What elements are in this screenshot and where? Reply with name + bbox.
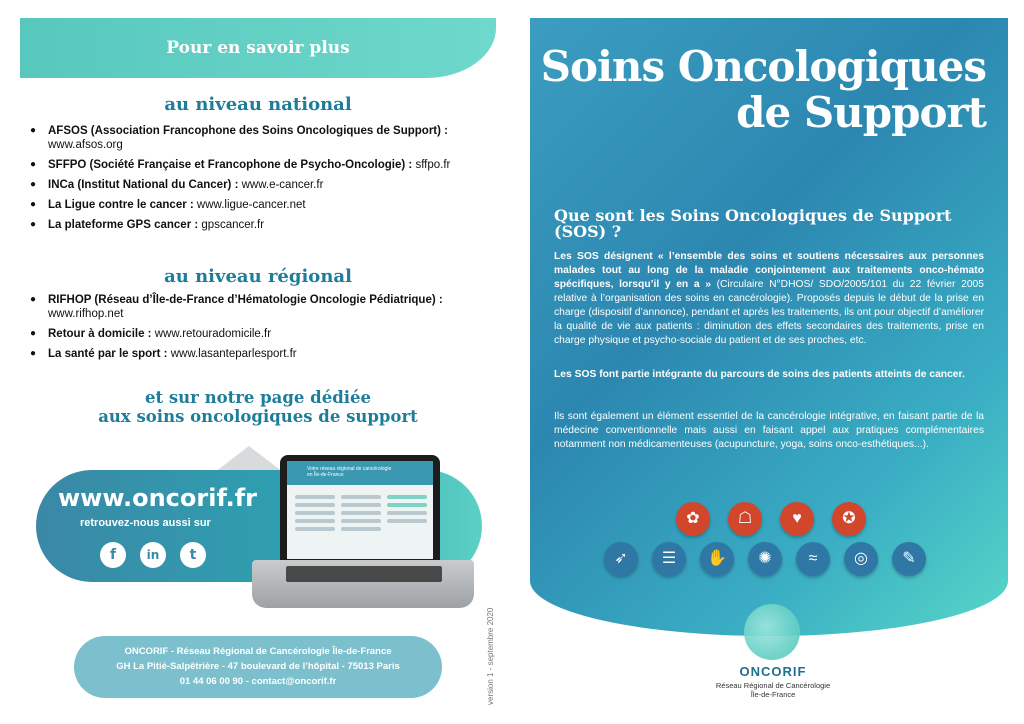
dedicated-line-1: et sur notre page dédiée [145,388,371,407]
social-support-icon: ☖ [728,502,762,536]
main-title-line-2: de Support [736,88,986,137]
link-list-item [28,347,488,361]
main-title-line-1: Soins Oncologiques [540,42,986,91]
sos-integrative-paragraph: Ils sont également un élément essentiel de la cancérologie intégrative, en faisant partie de la médecine conventionnelle mais aussi en faisant appel aux pratiques complémentaires notamment non médicamenteuses (acupuncture, yoga, soins onco-esthétiques...). [554,411,984,450]
laptop-keyboard [286,566,442,582]
regional-links-list [28,293,488,367]
resource-url[interactable]: sffpo.fr [412,159,451,171]
hands-care-icon: ✋ [700,542,734,576]
regional-section-title: au niveau régional [164,266,352,287]
version-label: version 1 - septembre 2020 [486,607,495,705]
social-tagline: retrouvez-nous aussi sur [80,517,211,529]
resource-name: La santé par le sport : [48,348,168,360]
oncorif-logo-mark [744,604,800,660]
left-header-banner [20,18,496,78]
care-network-icon: ✪ [832,502,866,536]
acupuncture-icon: ✎ [892,542,926,576]
resource-name: INCa (Institut National du Cancer) : [48,179,239,191]
resource-url[interactable]: www.ligue-cancer.net [193,199,306,211]
logo-subtitle-line-1: Réseau Régional de Cancérologie [715,681,831,690]
hypnosis-icon: ◎ [844,542,878,576]
linkedin-icon[interactable]: in [140,542,166,568]
website-link[interactable]: www.oncorif.fr [58,484,257,512]
dietary-advice-icon: ☰ [652,542,686,576]
link-list-item [28,158,488,172]
sos-definition-detail: (Circulaire N°DHOS/ SDO/2005/101 du 22 février 2005 relative à l’organisation des soins en cancérologie). Proposés depuis le début de la prise en charge (dispositif d’annonce), pendant et après les traitements, ils ont pour objectif d’améliorer la qualité de vie aux patients : diminution des effets secondaires des traitements, prise en charge physique et psycho-sociale du patient et de ses proches, etc. [554,279,984,346]
resource-name: Retour à domicile : [48,328,152,340]
page-title: Pour en savoir plus [166,38,350,58]
resource-url[interactable]: www.rifhop.net [48,308,124,320]
twitter-icon[interactable]: t [180,542,206,568]
national-links-list [28,124,488,238]
oncorif-logo-subtitle [700,681,846,699]
dedicated-line-2: aux soins oncologiques de support [98,407,418,426]
national-section-title: au niveau national [164,94,352,115]
sos-panel [530,18,1008,636]
link-list-item [28,293,488,321]
link-list-item [28,178,488,192]
contact-phone-email: 01 44 06 00 90 - contact@oncorif.fr [179,676,337,687]
resource-url[interactable]: gpscancer.fr [198,219,265,231]
physical-activity-icon: ➶ [604,542,638,576]
sos-definition-paragraph [554,250,984,348]
resource-name: RIFHOP (Réseau d’Île-de-France d’Hématologie Oncologie Pédiatrique) : [48,294,443,306]
link-list-item [28,124,488,152]
contact-address: GH La Pitié-Salpêtrière - 47 boulevard de l’hôpital - 75013 Paris [116,661,400,672]
contact-org: ONCORIF - Réseau Régional de Cancérologie Île-de-France [124,646,392,657]
preview-column [295,491,335,553]
link-list-item [28,218,488,232]
resource-url[interactable]: www.e-cancer.fr [238,179,324,191]
preview-column [387,491,427,553]
nutrition-icon: ✿ [676,502,710,536]
resource-url[interactable]: www.afsos.org [48,139,123,151]
main-title [541,44,986,136]
pain-management-icon: ✺ [748,542,782,576]
preview-column [341,491,381,553]
psychological-support-icon: ♥ [780,502,814,536]
facebook-icon[interactable]: f [100,542,126,568]
website-preview [287,461,433,559]
preview-heading: Votre réseau régional de cancérologie en Île-de-France [307,466,392,478]
resource-name: La plateforme GPS cancer : [48,219,199,231]
contact-footer [74,636,442,698]
speech-bubble-tail [215,446,283,472]
logo-subtitle-line-2: Île-de-France [750,690,796,699]
dedicated-page-title [20,388,496,426]
link-list-item [28,327,488,341]
resource-name: La Ligue contre le cancer : [48,199,194,211]
link-list-item [28,198,488,212]
resource-name: SFFPO (Société Française et Francophone de Psycho-Oncologie) : [48,159,413,171]
sos-pathway-paragraph: Les SOS font partie intégrante du parcours de soins des patients atteints de cancer. [554,369,965,380]
relaxation-icon: ≈ [796,542,830,576]
laptop-screen [280,455,440,565]
resource-url[interactable]: www.retouradomicile.fr [151,328,272,340]
sos-definition-quote: Les SOS désignent « l’ensemble des soins et soutiens nécessaires aux personnes malades tout au long de la maladie conjointement aux traitements onco-hémato spécifiques, lorsqu’il y en a » [554,251,984,290]
sos-question-heading: Que sont les Soins Oncologiques de Support (SOS) ? [554,206,952,241]
oncorif-logo-name: ONCORIF [739,664,807,679]
resource-url[interactable]: www.lasanteparlesport.fr [167,348,297,360]
resource-name: AFSOS (Association Francophone des Soins Oncologiques de Support) : [48,125,448,137]
preview-header [287,461,433,485]
